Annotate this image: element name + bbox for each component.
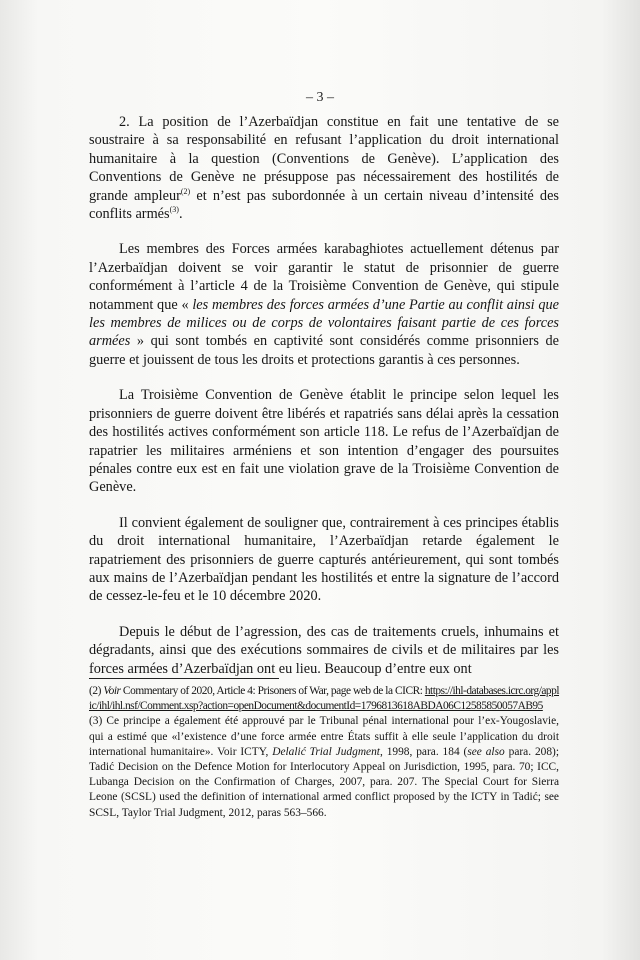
footnote-2-text: Commentary of 2020, Article 4: Prisoners of War, page web de la CICR:	[120, 685, 425, 697]
paragraph-2-text-start: Les membres des Forces armées karabaghiotes actuellement détenus par l’Azerbaïdjan doivent se voir garantir le statut de prisonnier de guerre conformément à l’article 4 de la Troisième Convention de Genève, qui stipule notamment que «	[89, 241, 559, 313]
footnote-2-voir: Voir	[103, 685, 121, 697]
page-number: – 3 –	[306, 90, 334, 105]
paragraph-1	[89, 113, 559, 223]
paragraph-4: Il convient également de souligner que, contrairement à ces principes établis du droit international humanitaire, l’Azerbaïdjan retarde également le rapatriement des prisonniers de guerre capturés antérieurement, qui sont tombés aux mains de l’Azerbaïdjan pendant les hostilités et entre la signature de l’accord de cessez-le-feu et le 10 décembre 2020.	[89, 514, 559, 605]
footnote-2-link[interactable]: https://ihl-databases.icrc.org/applic/ihl/ihl.nsf/Comment.xsp?action=openDocument&documentId=1796813618ABDA06C12585850057AB95	[89, 685, 559, 713]
footnote-separator	[89, 678, 279, 679]
footnote-3-see-also: see also	[467, 745, 505, 758]
footnote-3-text-mid: , 1998, para. 184 (	[379, 745, 468, 758]
footnotes	[89, 684, 559, 821]
paragraph-2	[89, 240, 559, 369]
paragraph-5: Depuis le début de l’agression, des cas de traitements cruels, inhumains et dégradants, ainsi que des exécutions sommaires de civils et de militaires par les forces armées d’Azerbaïdjan ont eu lieu. Beaucoup d’entre eux ont	[89, 623, 559, 677]
footnote-3-text-start: (3) Ce principe a également été approuvé par le Tribunal pénal international pour l’ex-Yougoslavie, qui a estimé que «l’existence d’une force armée entre États suffit à elle seule l’application du droit international humanitaire». Voir ICTY,	[89, 715, 559, 758]
footnote-3-text-end: para. 208); Tadić Decision on the Defence Motion for Interlocutory Appeal on Jurisdiction, 1995, para. 70; ICC, Lubanga Decision on the Confirmation of Charges, 2007, para. 207. The Special Court for Sierra Leone (SCSL) used the definition of international armed conflict proposed by the ICTY in Tadić; see SCSL, Taylor Trial Judgment, 2012, paras 563–566.	[89, 745, 559, 819]
footnote-2-number: (2)	[89, 685, 101, 697]
footnote-ref-2[interactable]: (2)	[180, 186, 191, 196]
footnote-3-delalic: Delalić Trial Judgment	[272, 745, 380, 758]
paragraph-2-text-end: » qui sont tombés en captivité sont considérés comme prisonniers de guerre et jouissent de tous les droits et protections garantis à ces personnes.	[89, 333, 559, 368]
footnote-ref-3[interactable]: (3)	[169, 205, 179, 215]
paragraph-1-text-middle: et n’est pas subordonnée à un certain niveau d’intensité des conflits armés	[89, 187, 559, 223]
footnote-3	[89, 714, 559, 820]
document-body	[89, 113, 559, 678]
footnote-2	[89, 684, 559, 714]
paragraph-2-quotation: les membres des forces armées d’une Partie au conflit ainsi que les membres de milices ou de corps de volontaires faisant partie de ces forces armées	[89, 296, 559, 350]
paragraph-1-text-end: .	[178, 206, 183, 223]
paragraph-3: La Troisième Convention de Genève établit le principe selon lequel les prisonniers de guerre doivent être libérés et rapatriés sans délai après la cessation des hostilités actives conformément son article 118. Le refus de l’Azerbaïdjan de rapatrier les militaires arméniens et son intention d’engager des poursuites pénales contre eux est en fait une violation grave de la Troisième Convention de Genève.	[89, 387, 559, 496]
paragraph-1-text-start: 2. La position de l’Azerbaïdjan constitue en fait une tentative de se soustraire à sa responsabilité en refusant l’application du droit international humanitaire à la question (Conventions de Genève). L’application des Conventions de Genève ne présuppose pas nécessairement des hostilités de grande ampleur	[89, 114, 559, 204]
